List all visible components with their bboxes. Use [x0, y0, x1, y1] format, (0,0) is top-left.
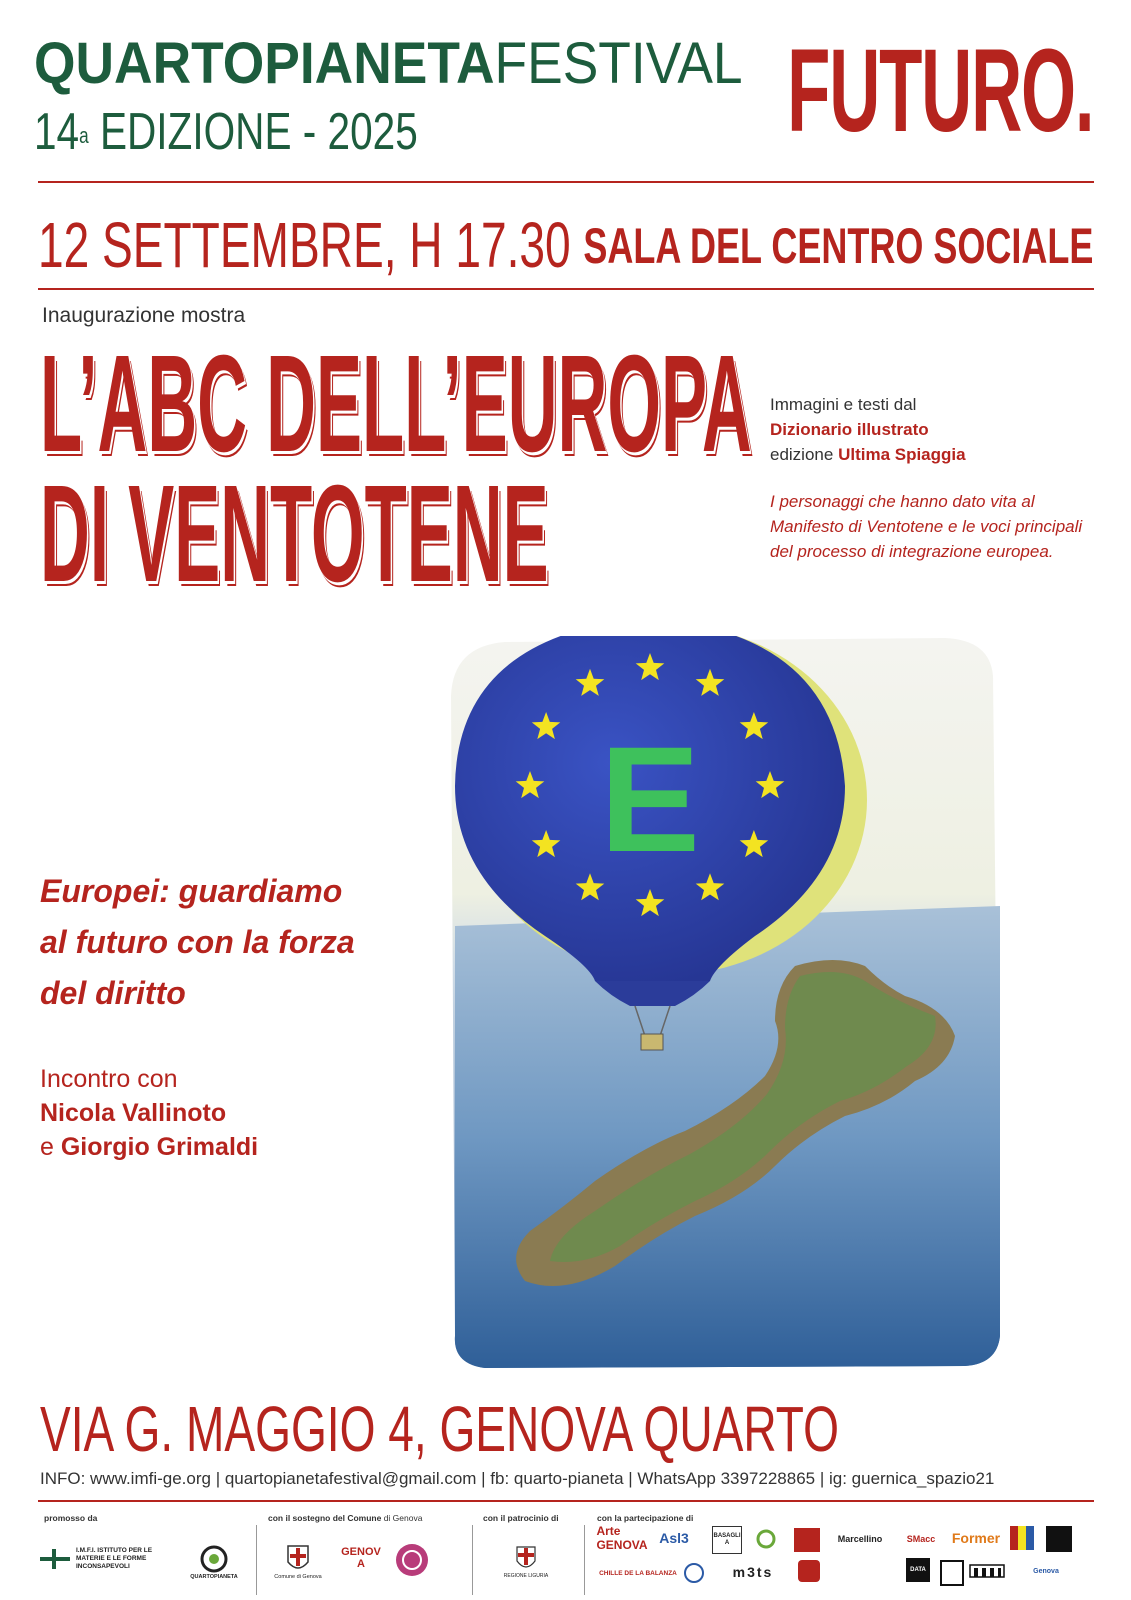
- balloon-basket: [641, 1034, 663, 1050]
- speaker-1: Nicola Vallinoto: [40, 1099, 227, 1127]
- chille-logo: CHILLE DE LA BALANZA: [599, 1569, 677, 1577]
- exhibit-title-line-2: DI VENTOTENE: [40, 457, 549, 611]
- meeting-intro: Incontro con: [40, 1065, 178, 1093]
- edition-superscript: a: [79, 123, 89, 148]
- centro-sociale-icon: [756, 1529, 776, 1549]
- quote-line-2: al futuro con la forza: [40, 924, 355, 960]
- imfi-logo: [40, 1542, 175, 1576]
- small-text-logo: [830, 1562, 896, 1582]
- comune-genova-logo: [270, 1534, 326, 1590]
- region-crest-icon: [515, 1545, 537, 1573]
- divider: [38, 181, 1094, 183]
- exhibit-title-line-1: L’ABC DELL’EUROPA: [40, 327, 752, 481]
- genova-brand-logo: GENOVA: [341, 1546, 381, 1570]
- mbts-logo: m3ts: [732, 1564, 774, 1580]
- source-line-1: Immagini e testi dal: [770, 395, 917, 414]
- imfi-name: I.M.F.I. ISTITUTO PER LE MATERIE E LE FORME INCONSAPEVOLI: [76, 1547, 153, 1570]
- genova-small-logo: Genova: [1033, 1567, 1059, 1575]
- arte-genova-logo: Arte GENOVA: [596, 1524, 648, 1552]
- festival-badge-icon: [394, 1542, 430, 1578]
- quote-line-1: Europei: guardiamo: [40, 873, 343, 909]
- exhibit-description: [770, 392, 1100, 564]
- contact-info: INFO: www.imfi-ge.org | quartopianetafestival@gmail.com | fb: quarto-pianeta | WhatsApp 3397228865 | ig: guernica_spazio21: [40, 1469, 995, 1488]
- footer-separator: [472, 1525, 473, 1595]
- building-icon: [969, 1562, 1005, 1578]
- balloon-island-illustration: [445, 636, 1005, 1371]
- city-crest-icon: [285, 1544, 311, 1574]
- edition-year: EDIZIONE - 2025: [88, 103, 418, 161]
- black-square-logo: [1046, 1526, 1072, 1552]
- divider: [38, 288, 1094, 290]
- publisher-name: Ultima Spiaggia: [838, 445, 966, 464]
- basaglia-logo: BASAGLIA: [712, 1526, 742, 1554]
- regione-name: REGIONE LIGURIA: [503, 1573, 549, 1579]
- event-date: 12 SETTEMBRE, H 17.30: [38, 209, 571, 281]
- description-text: I personaggi che hanno dato vita al Manifesto di Ventotene e le voci principali del processo di integrazione europea.: [770, 492, 1083, 561]
- quartopianeta-logo: [188, 1534, 240, 1590]
- quartopianeta-icon: [199, 1544, 229, 1574]
- source-line-3-prefix: edizione: [770, 445, 839, 464]
- red-badge-logo: [798, 1560, 820, 1582]
- event-address: VIA G. MAGGIO 4, GENOVA QUARTO: [40, 1393, 839, 1465]
- circle-logo: [680, 1560, 708, 1586]
- event-venue: SALA DEL CENTRO SOCIALE: [582, 218, 1093, 274]
- patronage-label: con il patrocinio di: [483, 1513, 559, 1523]
- smacc-logo: SMacc: [906, 1534, 936, 1544]
- regione-liguria-logo: [496, 1536, 556, 1588]
- theme-title: FUTURO.: [786, 25, 1093, 157]
- imfi-icon: [40, 1549, 70, 1569]
- cube-logo: [1010, 1526, 1034, 1550]
- quote-line-3: del diritto: [40, 975, 186, 1011]
- supported-by-prefix: con il sostegno del: [268, 1513, 348, 1523]
- inauguration-label: Inaugurazione mostra: [42, 304, 246, 327]
- festival-name-bold: QUARTOPIANETA: [34, 31, 495, 96]
- asl3-logo: Asl3: [659, 1530, 689, 1546]
- edition: [34, 104, 418, 160]
- marcellino-logo: Marcellino: [837, 1534, 883, 1544]
- participation-label: con la partecipazione di: [597, 1513, 694, 1523]
- balloon-letter-e: E: [599, 715, 701, 883]
- red-square-logo: [794, 1528, 820, 1552]
- centro-sociale-logo: [752, 1526, 780, 1552]
- building-logo: [968, 1560, 1006, 1580]
- source-line-2: Dizionario illustrato: [770, 420, 929, 439]
- supported-by-label: [268, 1513, 422, 1523]
- supported-by-suffix: di Genova: [381, 1513, 423, 1523]
- footer-separator: [256, 1525, 257, 1595]
- festival-name-light: FESTIVAL: [494, 31, 743, 96]
- former-logo: Former: [951, 1530, 1001, 1546]
- meeting-info: [40, 1062, 258, 1164]
- speaker-2: Giorgio Grimaldi: [60, 1133, 259, 1161]
- speaker-connector: e: [40, 1133, 61, 1161]
- square-outline-logo: [940, 1560, 964, 1586]
- promoted-by-label: promosso da: [44, 1513, 98, 1523]
- edition-number: 14: [34, 103, 80, 161]
- festival-badge-logo: [392, 1534, 432, 1586]
- quote: [40, 866, 440, 1019]
- circle-icon: [683, 1562, 705, 1584]
- footer-separator: [584, 1525, 585, 1595]
- divider: [38, 1500, 1094, 1502]
- comune-name: Comune di Genova: [274, 1574, 322, 1580]
- supported-by-bold: Comune: [347, 1513, 382, 1523]
- data-logo: DATA: [906, 1558, 930, 1582]
- festival-name: [34, 31, 743, 96]
- quartopianeta-name: QUARTOPIANETA: [190, 1574, 238, 1580]
